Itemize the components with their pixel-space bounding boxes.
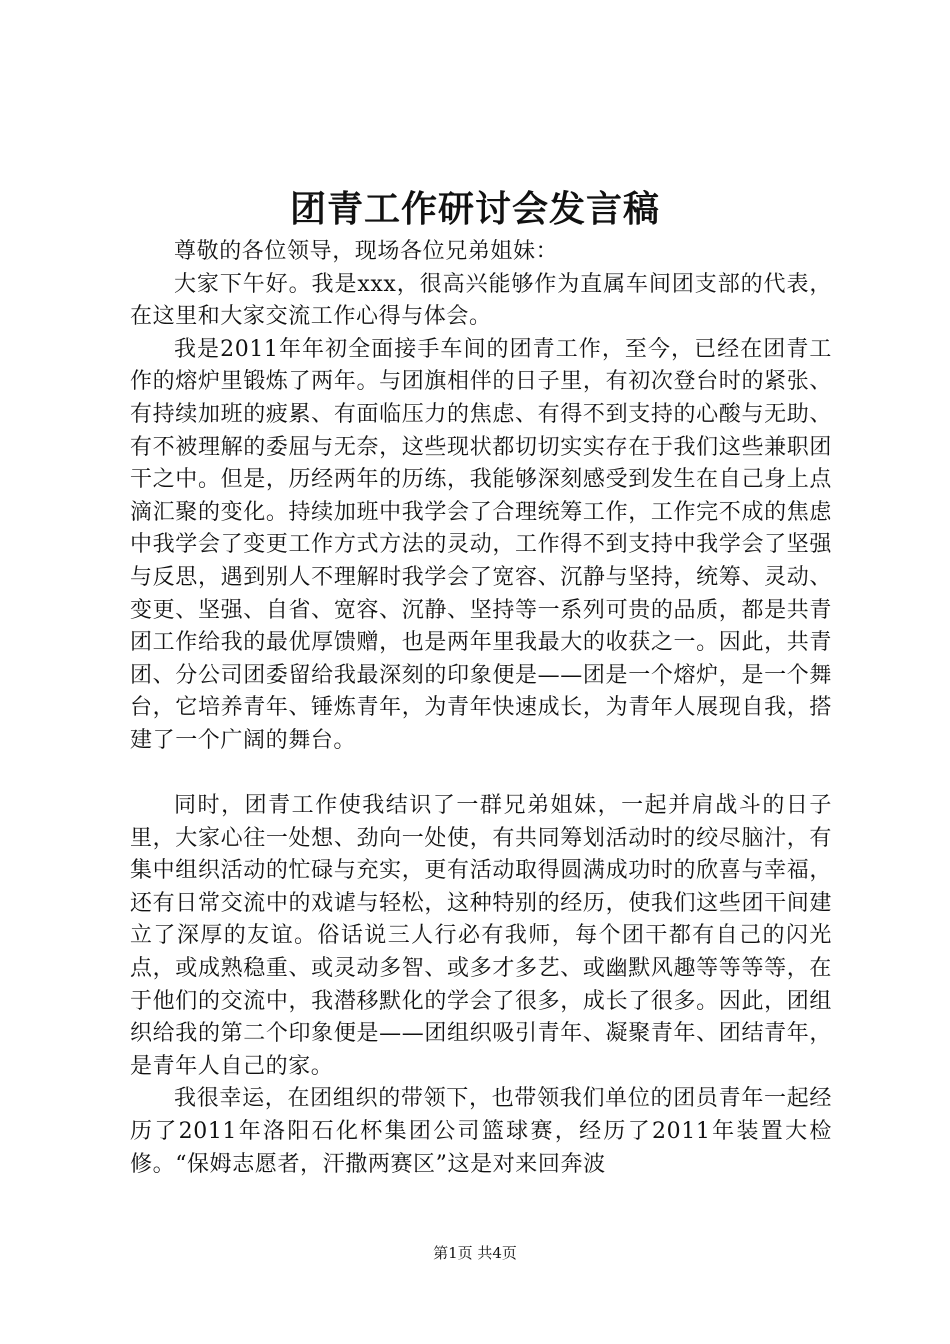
body-paragraph-1: 我是2011年年初全面接手车间的团青工作，至今，已经在团青工作的熔炉里锻炼了两年。与团旗相伴的日子里，有初次登台时的紧张、有持续加班的疲累、有面临压力的焦虑、有得不到支持的心酸与无助、有不被理解的委屈与无奈，这些现状都切切实实存在于我们这些兼职团干之中。但是，历经两年的历练，我能够深刻感受到发生在自己身上点滴汇聚的变化。持续加班中我学会了合理统筹工作，工作完不成的焦虑中我学会了变更工作方式方法的灵动，工作得不到支持中我学会了坚强与反思，遇到别人不理解时我学会了宽容、沉静与坚持，统筹、灵动、变更、坚强、自省、宽容、沉静、坚持等一系列可贵的品质，都是共青团工作给我的最优厚馈赠，也是两年里我最大的收获之一。因此，共青团、分公司团委留给我最深刻的印象便是——团是一个熔炉，是一个舞台，它培养青年、锤炼青年，为青年快速成长，为青年人展现自我，搭建了一个广阔的舞台。 xyxy=(130,336,832,753)
document-body xyxy=(130,236,832,1181)
salutation-paragraph: 尊敬的各位领导，现场各位兄弟姐妹： xyxy=(174,239,559,264)
body-paragraph-2: 同时，团青工作使我结识了一群兄弟姐妹，一起并肩战斗的日子里，大家心往一处想、劲向一处使，有共同筹划活动时的绞尽脑汁，有集中组织活动的忙碌与充实，更有活动取得圆满成功时的欣喜与幸福，还有日常交流中的戏谑与轻松，这种特别的经历，使我们这些团干间建立了深厚的友谊。俗话说三人行必有我师，每个团干都有自己的闪光点，或成熟稳重、或灵动多智、或多才多艺、或幽默风趣等等等等，在于他们的交流中，我潜移默化的学会了很多，成长了很多。因此，团组织给我的第二个印象便是——团组织吸引青年、凝聚青年、团结青年，是青年人自己的家。 xyxy=(130,793,832,1079)
greeting-paragraph: 大家下午好。我是xxx，很高兴能够作为直属车间团支部的代表，在这里和大家交流工作心得与体会。 xyxy=(130,271,832,330)
page-number-footer: 第1页 共4页 xyxy=(433,1244,517,1262)
document-title: 团青工作研讨会发言稿 xyxy=(289,188,660,230)
body-paragraph-3: 我很幸运，在团组织的带领下，也带领我们单位的团员青年一起经历了2011年洛阳石化杯集团公司篮球赛，经历了2011年装置大检修。“保姆志愿者，汗撒两赛区”这是对来回奔波 xyxy=(130,1086,832,1177)
